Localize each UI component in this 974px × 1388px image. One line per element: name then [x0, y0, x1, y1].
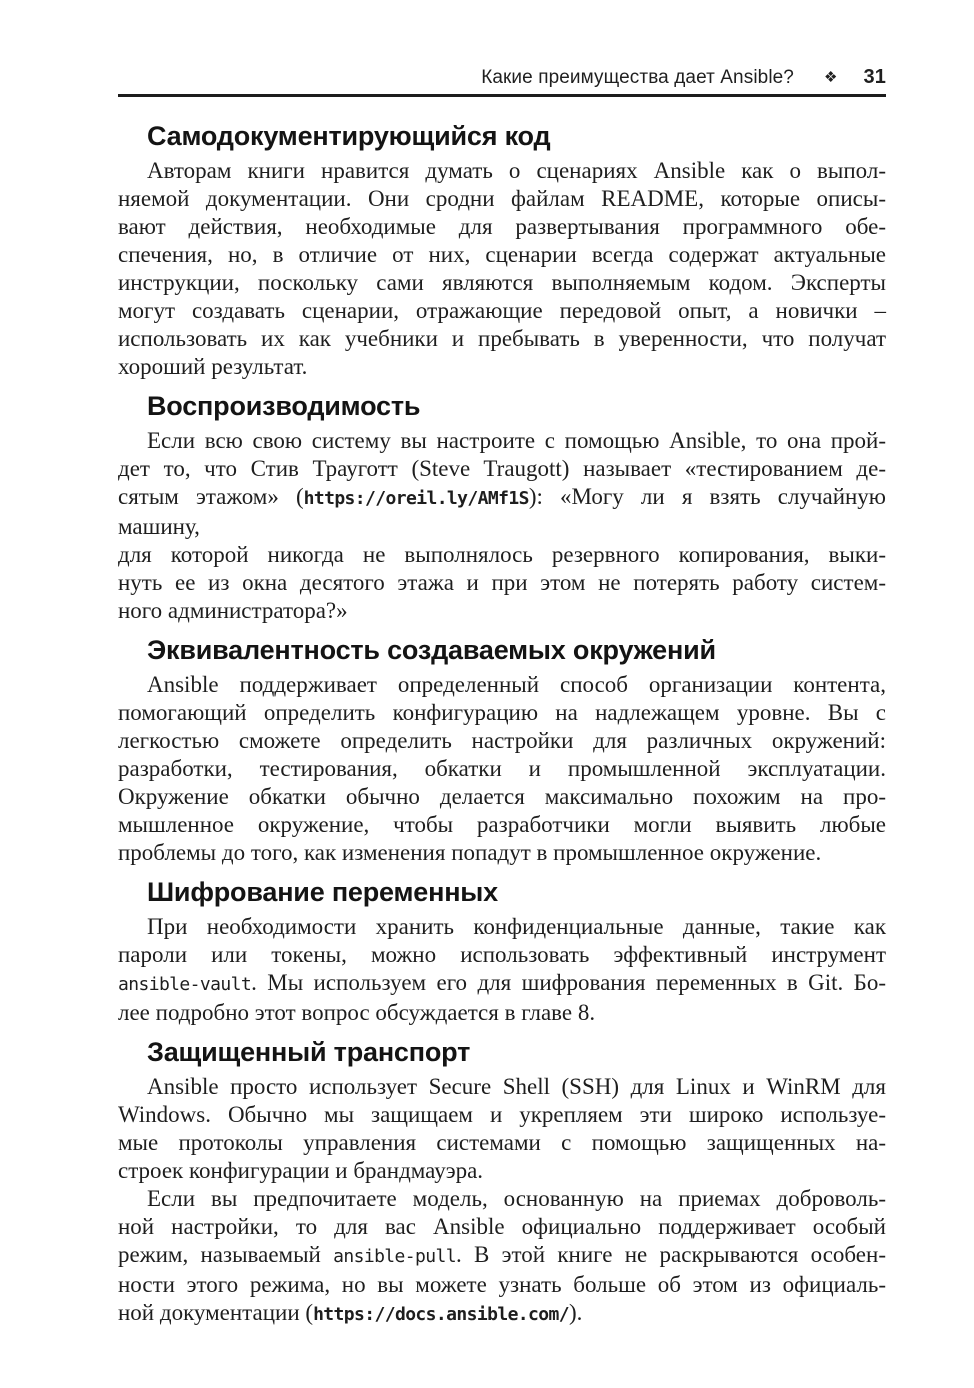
text-line: пароли или токены, можно использовать эффективный инструмент	[118, 942, 886, 967]
text-line: Если всю свою систему вы настроите с помощью Ansible, то она прой-	[147, 428, 886, 453]
inline-code: ansible-vault	[118, 974, 252, 995]
text-line: спечения, но, в отличие от них, сценарии всегда содержат актуальные	[118, 242, 886, 267]
text-line: При необходимости хранить конфиденциальные данные, такие как	[147, 914, 886, 939]
paragraph	[118, 427, 886, 625]
running-title: Какие преимущества дает Ansible?	[481, 67, 794, 88]
text-line: ansible-vault. Мы используем его для шифрования переменных в Git. Бо-	[118, 970, 886, 995]
text-line: инструкции, поскольку сами являются выполняемым кодом. Эксперты	[118, 270, 886, 295]
text-line: Ansible поддерживает определенный способ организации контента,	[147, 672, 886, 697]
page-number: 31	[863, 66, 886, 88]
text-line: хороший результат.	[118, 354, 308, 379]
text-line: ного администратора?»	[118, 598, 348, 623]
text-line: вают действия, необходимые для развертывания программного обе-	[118, 214, 886, 239]
header-rule	[118, 94, 886, 97]
text-line: Windows. Обычно мы защищаем и укрепляем эти широко используе-	[118, 1102, 886, 1127]
paragraph	[118, 1073, 886, 1185]
inline-code: https://oreil.ly/AMf1S	[303, 488, 529, 509]
text-line: нуть ее из окна десятого этажа и при этом не потерять работу систем-	[118, 570, 886, 595]
text-line: разработки, тестирования, обкатки и промышленной эксплуатации.	[118, 756, 886, 781]
paragraph	[118, 671, 886, 867]
section	[118, 391, 886, 625]
running-head	[118, 66, 886, 89]
text-line: ной документации (https://docs.ansible.com/).	[118, 1300, 583, 1325]
paragraph	[118, 157, 886, 381]
section-heading: Шифрование переменных	[147, 877, 498, 907]
text-line: мые протоколы управления системами с помощью защищенных на-	[118, 1130, 886, 1155]
inline-code: https://docs.ansible.com/	[313, 1304, 569, 1325]
paragraph	[118, 1185, 886, 1329]
text-line: лее подробно этот вопрос обсуждается в главе 8.	[118, 1000, 596, 1025]
section	[118, 877, 886, 1027]
page-content	[118, 121, 886, 1329]
section	[118, 635, 886, 867]
section-heading: Эквивалентность создаваемых окружений	[147, 635, 716, 665]
diamond-ornament-icon: ❖	[823, 69, 838, 86]
text-line: Авторам книги нравится думать о сценариях Ansible как о выпол-	[147, 158, 886, 183]
section	[118, 121, 886, 381]
section	[118, 1037, 886, 1329]
text-line: Ansible просто использует Secure Shell (SSH) для Linux и WinRM для	[147, 1074, 886, 1099]
text-line: Окружение обкатки обычно делается максимально похожим на про-	[118, 784, 886, 809]
text-line: помогающий определить конфигурацию на надлежащем уровне. Вы с	[118, 700, 886, 725]
text-line: мышленное окружение, чтобы разработчики могли выявить любые	[118, 812, 886, 837]
text-line: сятым этажом» (https://oreil.ly/AMf1S): «Могу ли я взять случайную машину,	[118, 484, 886, 539]
text-line: могут создавать сценарии, отражающие передовой опыт, а новички –	[118, 298, 886, 323]
text-line: Если вы предпочитаете модель, основанную на приемах доброволь-	[147, 1186, 886, 1211]
paragraph	[118, 913, 886, 1027]
section-heading: Самодокументирующийся код	[147, 121, 551, 151]
text-line: использовать их как учебники и пребывать в уверенности, что получат	[118, 326, 886, 351]
text-line: строек конфигурации и брандмауэра.	[118, 1158, 484, 1183]
text-line: легкостью сможете определить настройки для различных окружений:	[118, 728, 886, 753]
text-line: няемой документации. Они сродни файлам README, которые описы-	[118, 186, 886, 211]
text-line: ности этого режима, но вы можете узнать больше об этом из официаль-	[118, 1272, 886, 1297]
text-line: для которой никогда не выполнялось резервного копирования, выки-	[118, 542, 886, 567]
text-line: режим, называемый ansible-pull. В этой книге не раскрываются особен-	[118, 1242, 886, 1267]
section-heading: Воспроизводимость	[147, 391, 421, 421]
text-line: проблемы до того, как изменения попадут в промышленное окружение.	[118, 840, 822, 865]
text-line: ной настройки, то для вас Ansible официально поддерживает особый	[118, 1214, 886, 1239]
text-line: дет то, что Стив Трауготт (Steve Traugott) называет «тестированием де-	[118, 456, 886, 481]
section-heading: Защищенный транспорт	[147, 1037, 471, 1067]
inline-code: ansible-pull	[333, 1246, 456, 1267]
